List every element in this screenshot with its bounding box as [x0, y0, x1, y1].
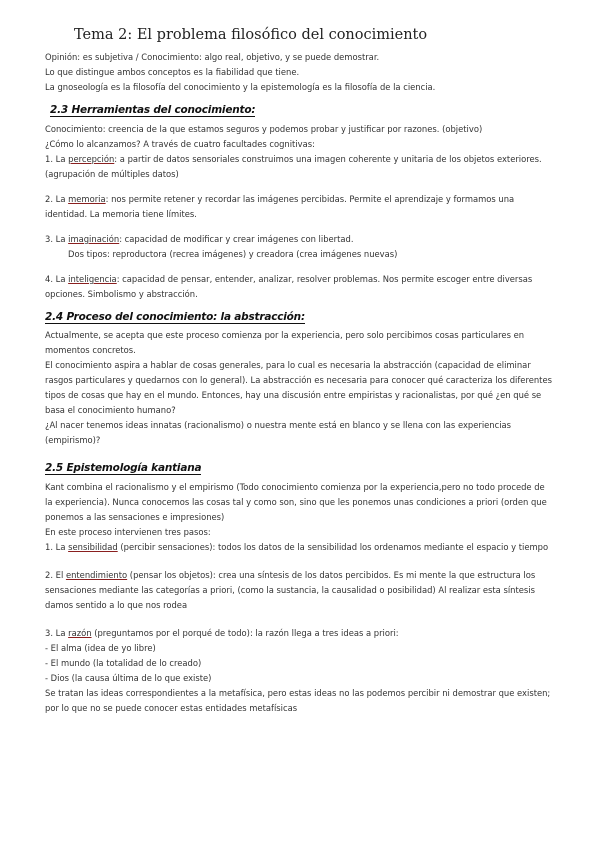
- paragraph-line: Actualmente, se acepta que este proceso comienza por la experiencia, pero solo percibimos cosas particulares en: [45, 330, 525, 340]
- paragraph-line: (agrupación de múltiples datos): [45, 169, 179, 179]
- step-razon: 3. La razón (preguntamos por el porqué de todo): la razón llega a tres ideas a priori:: [45, 628, 399, 638]
- paragraph-line: sensaciones mediante las categorías a priori, (como la sustancia, la causalidad o posibilidad) Al realizar esta síntesis: [45, 585, 535, 595]
- intro-line: La gnoseología es la filosofía del conocimiento y la epistemología es la filosofía de la ciencia.: [45, 82, 436, 92]
- paragraph-line: Conocimiento: creencia de la que estamos seguros y podemos probar y justificar por razones. (objetivo): [45, 124, 483, 134]
- paragraph-line: opciones. Simbolismo y abstracción.: [45, 289, 198, 299]
- term-entendimiento: entendimiento: [65, 570, 128, 580]
- paragraph-line: momentos concretos.: [45, 345, 136, 355]
- paragraph-line: Kant combina el racionalismo y el empirismo (Todo conocimiento comienza por la experiencia,pero no todo procede de: [45, 482, 545, 492]
- paragraph-line: ponemos a las sensaciones e impresiones): [45, 512, 225, 522]
- list-item: - El mundo (la totalidad de lo creado): [45, 658, 202, 668]
- list-item: - Dios (la causa última de lo que existe): [45, 673, 212, 683]
- faculty-imaginacion: 3. La imaginación: capacidad de modificar y crear imágenes con libertad.: [45, 234, 354, 244]
- paragraph-line: damos sentido a lo que nos rodea: [45, 600, 188, 610]
- paragraph-line: ¿Al nacer tenemos ideas innatas (racionalismo) o nuestra mente está en blanco y se llena con las experiencias: [45, 420, 512, 430]
- term-inteligencia: inteligencia: [68, 274, 117, 284]
- term-imaginacion: imaginación: [68, 234, 120, 244]
- section-heading-2-3: 2.3 Herramientas del conocimiento:: [50, 104, 256, 116]
- paragraph-line: En este proceso intervienen tres pasos:: [45, 527, 211, 537]
- section-heading-2-4: 2.4 Proceso del conocimiento: la abstracción:: [45, 311, 305, 323]
- intro-line: Lo que distingue ambos conceptos es la fiabilidad que tiene.: [45, 67, 300, 77]
- term-memoria: memoria: [68, 194, 106, 204]
- paragraph-line: (empirismo)?: [45, 435, 101, 445]
- page-title: Tema 2: El problema filosófico del conocimiento: [74, 27, 428, 43]
- list-item: - El alma (idea de yo libre): [45, 643, 156, 653]
- paragraph-line: por lo que no se puede conocer estas entidades metafísicas: [45, 703, 298, 713]
- paragraph-line: ¿Cómo lo alcanzamos? A través de cuatro facultades cognitivas:: [45, 139, 315, 149]
- paragraph-line: Dos tipos: reproductora (recrea imágenes) y creadora (crea imágenes nuevas): [68, 249, 398, 259]
- paragraph-line: Se tratan las ideas correspondientes a la metafísica, pero estas ideas no las podemos percibir ni demostrar que existen;: [45, 688, 551, 698]
- paragraph-line: rasgos particulares y quedarnos con lo general). La abstracción es necesaria para conocer qué caracteriza los diferentes: [45, 375, 552, 385]
- step-entendimiento: 2. El entendimiento (pensar los objetos): crea una síntesis de los datos percibidos. Es mi mente la que estructura los: [45, 570, 536, 580]
- step-sensibilidad: 1. La sensibilidad (percibir sensaciones): todos los datos de la sensibilidad los ordenamos mediante el espacio y tiempo: [45, 542, 549, 552]
- faculty-inteligencia: 4. La inteligencia: capacidad de pensar, entender, analizar, resolver problemas. Nos permite escoger entre diversas: [45, 274, 533, 284]
- term-percepcion: percepción: [68, 154, 115, 164]
- paragraph-line: basa el conocimiento humano?: [45, 405, 176, 415]
- intro-line: Opinión: es subjetiva / Conocimiento: algo real, objetivo, y se puede demostrar.: [45, 52, 380, 62]
- paragraph-line: tipos de cosas que hay en el mundo. Entonces, hay una discusión entre empiristas y racionalistas, por qué ¿en qué se: [45, 390, 542, 400]
- term-razon: razón: [68, 628, 92, 638]
- term-sensibilidad: sensibilidad: [68, 542, 118, 552]
- faculty-percepcion: 1. La percepción: a partir de datos sensoriales construimos una imagen coherente y unitaria de los objetos exteriores.: [45, 154, 542, 164]
- paragraph-line: la experiencia). Nunca conocemos las cosas tal y como son, sino que les ponemos unas condiciones a priori (orden que: [45, 497, 547, 507]
- section-heading-2-5: 2.5 Epistemología kantiana: [45, 462, 202, 474]
- paragraph-line: identidad. La memoria tiene límites.: [45, 209, 197, 219]
- faculty-memoria: 2. La memoria: nos permite retener y recordar las imágenes percibidas. Permite el aprendizaje y formamos una: [45, 194, 515, 204]
- paragraph-line: El conocimiento aspira a hablar de cosas generales, para lo cual es necesaria la abstracción (capacidad de eliminar: [45, 360, 531, 370]
